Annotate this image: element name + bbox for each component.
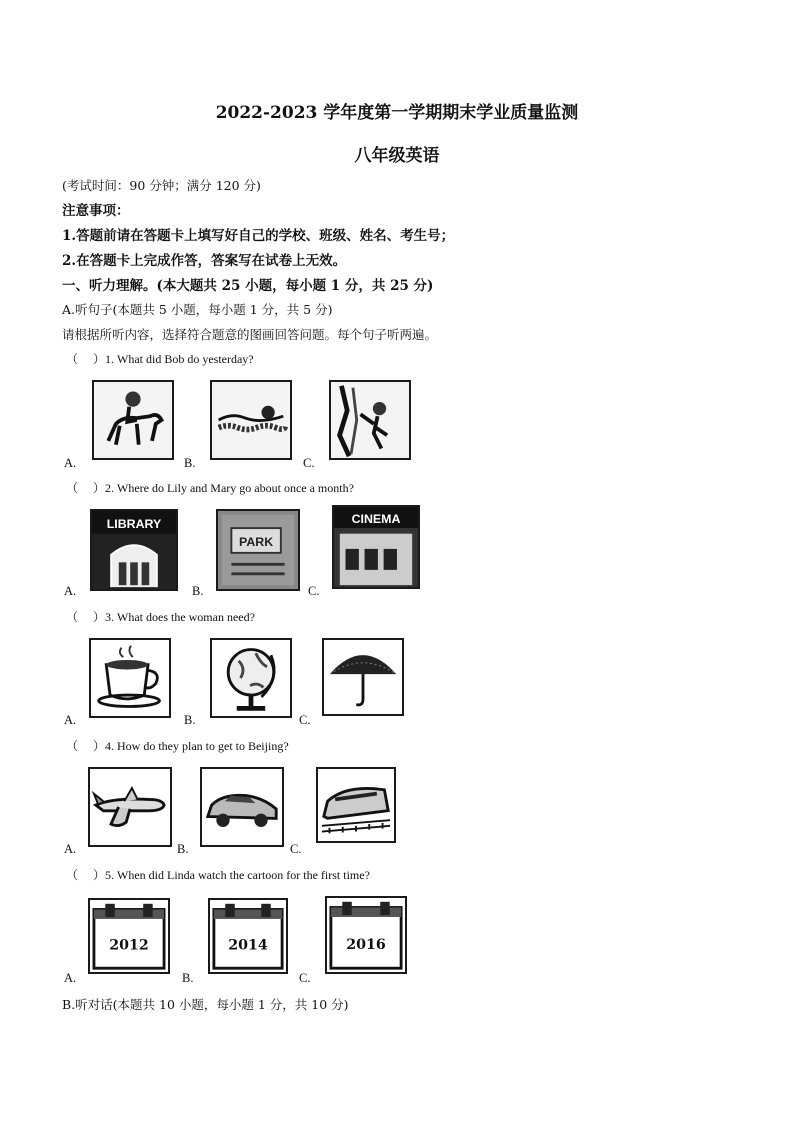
q3-option-b: B. [184, 713, 196, 727]
q2-option-a: A. [64, 584, 77, 598]
partA-instruction: 请根据所听内容，选择符合题意的图画回答问题。每个句子听两遍。 [62, 327, 438, 342]
question-5: （ ）5. When did Linda watch the cartoon for the first time? [66, 868, 370, 882]
calendar-year-2012: 2012 [109, 937, 149, 954]
q4-option-a: A. [64, 842, 77, 856]
calendar-icon [208, 898, 288, 974]
cinema-label: CINEMA [351, 512, 401, 527]
library-label: LIBRARY [106, 517, 162, 532]
notice-item-2: 2.在答题卡上完成作答，答案写在试卷上无效。 [62, 253, 347, 269]
q4-option-c: C. [290, 842, 302, 856]
q2-option-c: C. [308, 584, 320, 598]
umbrella-icon [322, 638, 404, 716]
q3-option-c: C. [299, 713, 311, 727]
notice-item-1: 1.答题前请在答题卡上填写好自己的学校、班级、姓名、考生号； [62, 228, 455, 244]
calendar-year-2016: 2016 [346, 937, 386, 954]
library-icon [90, 509, 178, 591]
plane-icon [88, 767, 172, 847]
park-icon [216, 509, 300, 591]
calendar-icon [325, 896, 407, 974]
swimming-icon [210, 380, 292, 460]
exam-info: (考试时间：90 分钟；满分 120 分) [62, 178, 261, 193]
climbing-icon [329, 380, 411, 460]
q5-option-a: A. [64, 971, 77, 985]
cup-icon [89, 638, 171, 718]
question-4: （ ）4. How do they plan to get to Beijing? [66, 739, 289, 753]
question-1: （ ）1. What did Bob do yesterday? [66, 352, 254, 366]
calendar-year-2014: 2014 [228, 937, 268, 954]
question-3: （ ）3. What does the woman need? [66, 610, 255, 624]
horse-riding-icon [92, 380, 174, 460]
calendar-icon [88, 898, 170, 974]
q4-option-b: B. [177, 842, 189, 856]
partB-title: B.听对话(本题共 10 小题，每小题 1 分，共 10 分) [62, 997, 349, 1012]
q1-option-c: C. [303, 456, 315, 470]
car-icon [200, 767, 284, 847]
partA-title: A.听句子(本题共 5 小题，每小题 1 分，共 5 分) [62, 302, 333, 317]
globe-icon [210, 638, 292, 718]
page-subtitle: 八年级英语 [354, 146, 440, 166]
q1-option-b: B. [184, 456, 196, 470]
train-icon [316, 767, 396, 843]
notice-heading: 注意事项： [62, 203, 130, 219]
q5-option-c: C. [299, 971, 311, 985]
q5-option-b: B. [182, 971, 194, 985]
q1-option-a: A. [64, 456, 77, 470]
question-2: （ ）2. Where do Lily and Mary go about once a month? [66, 481, 354, 495]
page-title: 2022-2023 学年度第一学期期末学业质量监测 [215, 103, 579, 123]
cinema-icon [332, 505, 420, 589]
q3-option-a: A. [64, 713, 77, 727]
section1-title: 一、听力理解。(本大题共 25 小题，每小题 1 分，共 25 分) [62, 278, 434, 294]
park-label: PARK [239, 535, 274, 550]
q2-option-b: B. [192, 584, 204, 598]
